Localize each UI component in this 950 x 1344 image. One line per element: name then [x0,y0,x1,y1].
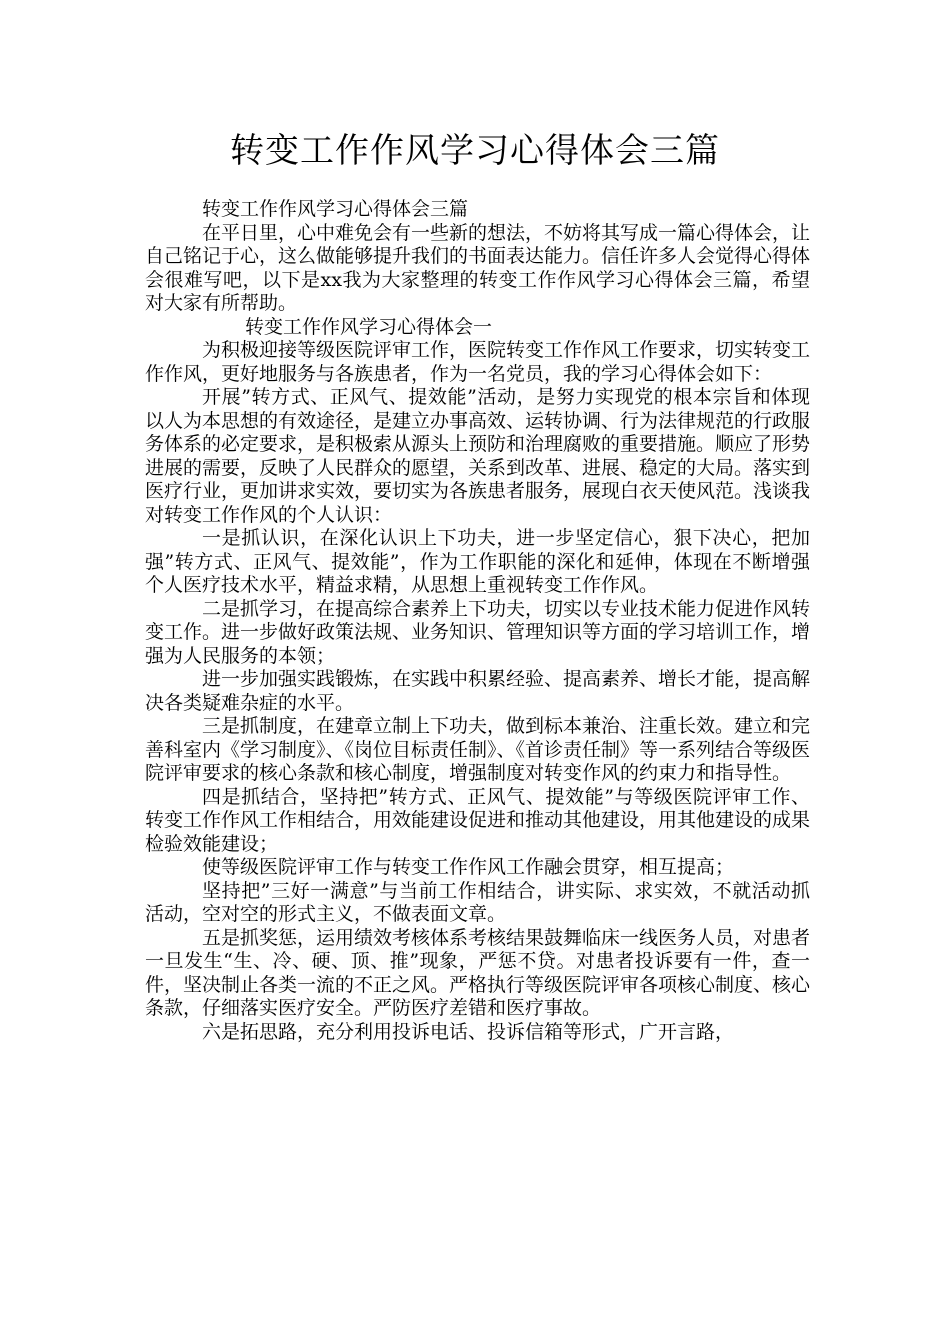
body-paragraph: 坚持把”三好一满意”与当前工作相结合，讲实际、求实效，不就活动抓活动，空对空的形式主义，不做表面文章。 [145,879,810,925]
body-paragraph: 在平日里，心中难免会有一些新的想法，不妨将其写成一篇心得体会，让自己铭记于心，这么做能够提升我们的书面表达能力。信任许多人会觉得心得体会很难写吧，以下是xx我为大家整理的转变工作作风学习心得体会三篇，希望对大家有所帮助。 [145,221,811,314]
body-paragraph: 四是抓结合，坚持把”转方式、正风气、提效能”与等级医院评审工作、转变工作作风工作相结合，用效能建设促进和推动其他建设，用其他建设的成果检验效能建设； [145,785,811,855]
document-body [145,198,810,1044]
body-paragraph: 转变工作作风学习心得体会三篇 [202,198,469,220]
page-title: 转变工作作风学习心得体会三篇 [230,131,720,171]
body-paragraph: 三是抓制度，在建章立制上下功夫，做到标本兼治、注重长效。建立和完善科室内《学习制度》、《岗位目标责任制》、《首诊责任制》等一系列结合等级医院评审要求的核心条款和核心制度，增强制度对转变作风的约束力和指导性。 [145,715,811,784]
body-paragraph: 五是抓奖惩，运用绩效考核体系考核结果鼓舞临床一线医务人员，对患者一旦发生“生、冷、硬、顶、推”现象，严惩不贷。对患者投诉要有一件，查一件，坚决制止各类一流的不正之风。严格执行等级医院评审各项核心制度、核心条款，仔细落实医疗安全。严防医疗差错和医疗事故。 [145,926,811,1019]
body-paragraph: 为积极迎接等级医院评审工作，医院转变工作作风工作要求，切实转变工作作风，更好地服务与各族患者，作为一名党员，我的学习心得体会如下： [145,339,811,385]
body-paragraph: 一是抓认识，在深化认识上下功夫，进一步坚定信心，狠下决心，把加强”转方式、正风气、提效能”，作为工作职能的深化和延伸，体现在不断增强个人医疗技术水平，精益求精，从思想上重视转变工作作风。 [145,527,810,596]
body-paragraph: 进一步加强实践锻炼，在实践中积累经验、提高素养、增长才能，提高解决各类疑难杂症的水平。 [145,668,811,714]
body-paragraph: 六是拓思路，充分利用投诉电话、投诉信箱等形式，广开言路， [202,1020,735,1043]
body-paragraph: 转变工作作风学习心得体会一 [245,315,493,338]
body-paragraph: 开展”转方式、正风气、提效能”活动，是努力实现党的根本宗旨和体现以人为本思想的有效途径，是建立办事高效、运转协调、行为法律规范的行政服务体系的必定要求，是积极索从源头上预防和治理腐败的重要措施。顺应了形势进展的需要，反映了人民群众的愿望，关系到改革、进展、稳定的大局。落实到医疗行业，更加讲求实效，要切实为各族患者服务，展现白衣天使风范。浅谈我对转变工作作风的个人认识： [145,386,811,526]
body-paragraph: 二是抓学习，在提高综合素养上下功夫，切实以专业技术能力促进作风转变工作。进一步做好政策法规、业务知识、管理知识等方面的学习培训工作，增强为人民服务的本领； [145,597,811,667]
body-paragraph: 使等级医院评审工作与转变工作作风工作融会贯穿，相互提高； [202,856,735,878]
